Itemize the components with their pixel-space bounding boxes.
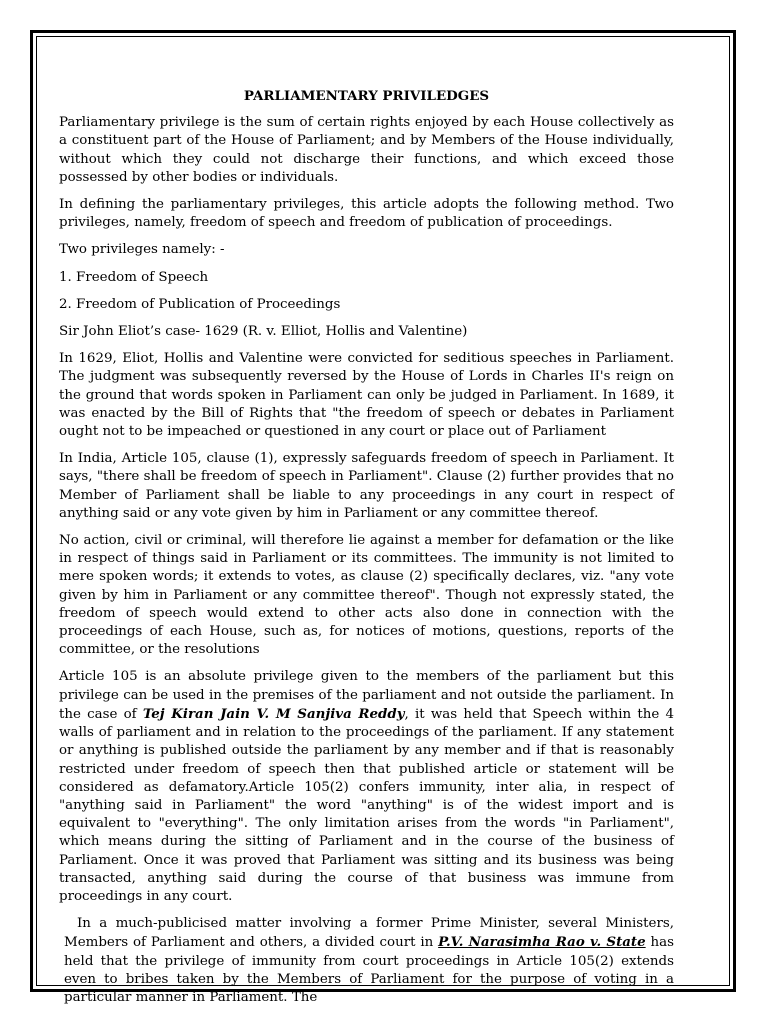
page-title: PARLIAMENTARY PRIVILEDGES bbox=[243, 88, 490, 104]
paragraph-method: In defining the parliamentary privileges, this article adopts the following method. Two privileges, namely, freedom of speech and freedom of publication of proceedings. bbox=[59, 197, 674, 231]
paragraph-text: Article 105 is an absolute privilege given to the members of the parliament but this privilege can be used in the premises of the parliament and not outside the parliament. In the case of bbox=[59, 669, 674, 722]
case-citation-tej-kiran-jain: Tej Kiran Jain V. M Sanjiva Reddy bbox=[142, 705, 405, 722]
case-citation-narasimha-rao: P.V. Narasimha Rao v. State bbox=[438, 934, 646, 951]
document-body bbox=[59, 87, 674, 1016]
paragraph-text: In a much-publicised matter involving a former Prime Minister, several Ministers, Members of Parliament and others, a divided court in bbox=[64, 916, 674, 951]
paragraph-definition: Parliamentary privilege is the sum of certain rights enjoyed by each House collectively as a constituent part of the House of Parliament; and by Members of the House individually, without which they could not discharge their functions, and which exceed those possessed by other bodies or individuals. bbox=[59, 115, 674, 185]
paragraph-absolute-privilege bbox=[59, 668, 674, 906]
paragraph-article-105: In India, Article 105, clause (1), expressly safeguards freedom of speech in Parliament. It says, "there shall be freedom of speech in Parliament". Clause (2) further provides that no Member of Parliament shall be liable to any proceedings in any court in respect of anything said or any vote given by him in Parliament or any committee thereof. bbox=[59, 451, 674, 521]
paragraph-two-privileges: Two privileges namely: - bbox=[59, 242, 225, 258]
paragraph-text: , it was held that Speech within the 4 walls of parliament and in relation to the proceedings of the parliament. If any statement or anything is published outside the parliament by any member and if that is reasonably restricted under freedom of speech then that published article or statement will be considered as defamatory.Article 105(2) confers immunity, inter alia, in respect of "anything said in Parliament" the word "anything" is of the widest import and is equivalent to "everything". The only limitation arises from the words "in Parliament", which means during the sitting of Parliament and in the course of the business of Parliament. Once it was proved that Parliament was sitting and its business was being transacted, anything said during the course of that business was immune from proceedings in any court. bbox=[59, 706, 675, 904]
paragraph-immunity: No action, civil or criminal, will therefore lie against a member for defamation or the like in respect of things said in Parliament or its committees. The immunity is not limited to mere spoken words; it extends to votes, as clause (2) specifically declares, viz. "any vote given by him in Parliament or any committee thereof". Though not expressly stated, the freedom of speech would extend to other acts also done in connection with the proceedings of each House, such as, for notices of motions, questions, reports of the committee, or the resolutions bbox=[59, 533, 674, 658]
paragraph-text: has held that the privilege of immunity from court proceedings in Article 105(2) extends even to bribes taken by the Members of Parliament for the purpose of voting in a particular manner in Parliament. The bbox=[64, 935, 674, 1005]
paragraph-eliot-case-heading: Sir John Eliot’s case- 1629 (R. v. Elliot, Hollis and Valentine) bbox=[59, 324, 468, 340]
paragraph-narasimha-rao bbox=[59, 915, 674, 1007]
list-item-freedom-of-publication: 2. Freedom of Publication of Proceedings bbox=[59, 296, 341, 312]
list-item-freedom-of-speech: 1. Freedom of Speech bbox=[59, 269, 209, 285]
paragraph-eliot-case: In 1629, Eliot, Hollis and Valentine were convicted for seditious speeches in Parliament. The judgment was subsequently reversed by the House of Lords in Charles II's reign on the ground that words spoken in Parliament can only be judged in Parliament. In 1689, it was enacted by the Bill of Rights that "the freedom of speech or debates in Parliament ought not to be impeached or questioned in any court or place out of Parliament bbox=[59, 351, 674, 440]
